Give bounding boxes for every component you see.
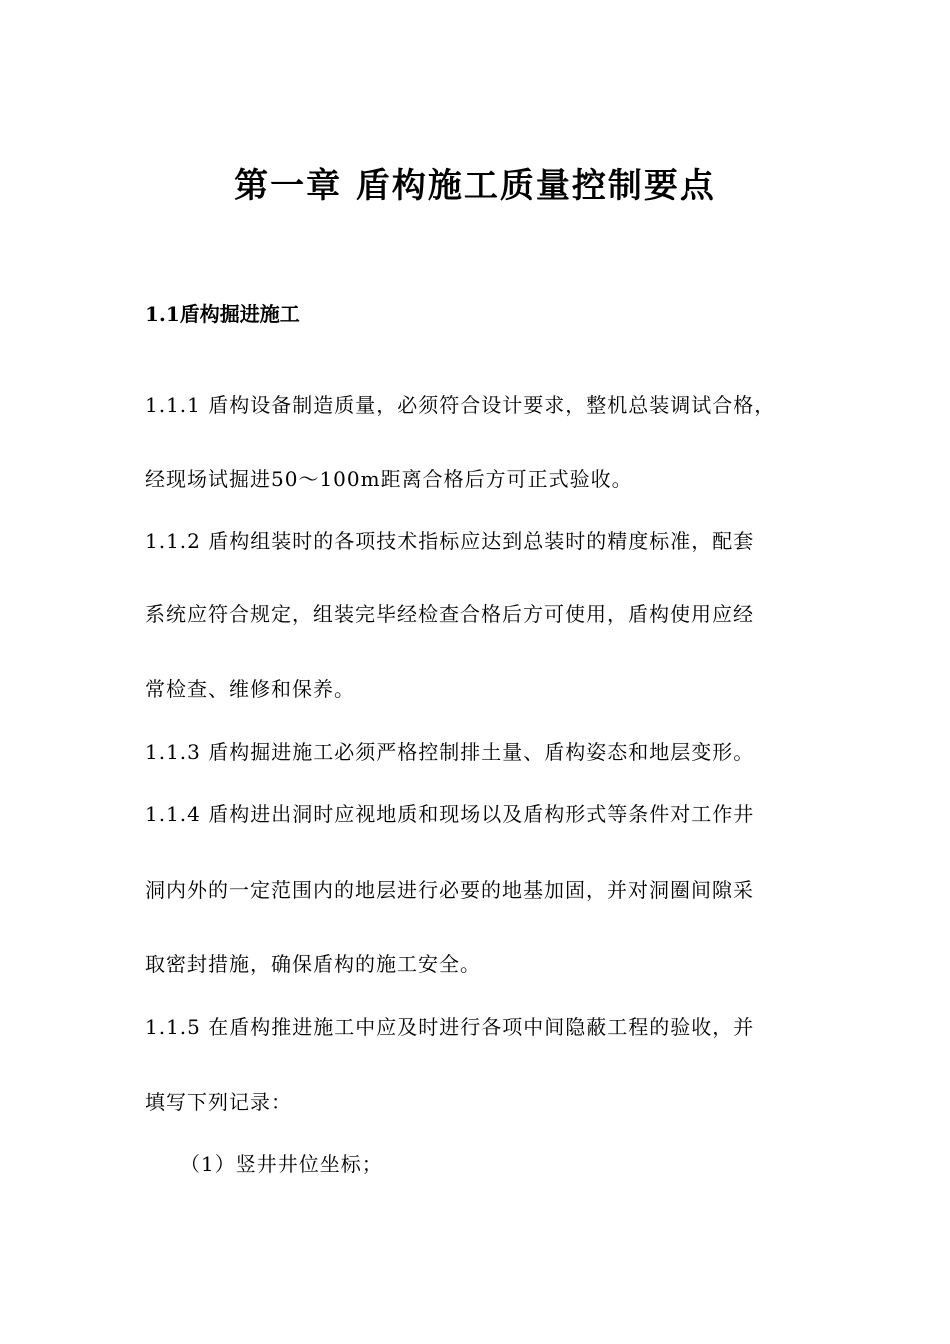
paragraph-line: 洞内外的一定范围内的地层进行必要的地基加固，并对洞圈间隙采 <box>145 878 754 902</box>
paragraph-line: 经现场试掘进50～100m距离合格后方可正式验收。 <box>145 467 633 491</box>
paragraph-line: 1.1.5 在盾构推进施工中应及时进行各项中间隐蔽工程的验收，并 <box>145 1015 755 1039</box>
paragraph-line: 1.1.1 盾构设备制造质量，必须符合设计要求，整机总装调试合格， <box>145 393 776 417</box>
section-heading: 1.1盾构掘进施工 <box>145 302 300 326</box>
paragraph-line: 1.1.4 盾构进出洞时应视地质和现场以及盾构形式等条件对工作井 <box>145 802 755 826</box>
paragraph-line: 常检查、维修和保养。 <box>145 677 355 701</box>
paragraph-line: 1.1.2 盾构组装时的各项技术指标应达到总装时的精度标准，配套 <box>145 529 755 553</box>
paragraph-line: 系统应符合规定，组装完毕经检查合格后方可使用，盾构使用应经 <box>145 602 754 626</box>
chapter-title: 第一章 盾构施工质量控制要点 <box>234 166 716 206</box>
paragraph-line: 填写下列记录： <box>145 1090 292 1114</box>
paragraph-line: 取密封措施，确保盾构的施工安全。 <box>145 952 481 976</box>
paragraph-line: 1.1.3 盾构掘进施工必须严格控制排土量、盾构姿态和地层变形。 <box>145 740 755 764</box>
list-item: （1）竖井井位坐标； <box>180 1152 383 1176</box>
